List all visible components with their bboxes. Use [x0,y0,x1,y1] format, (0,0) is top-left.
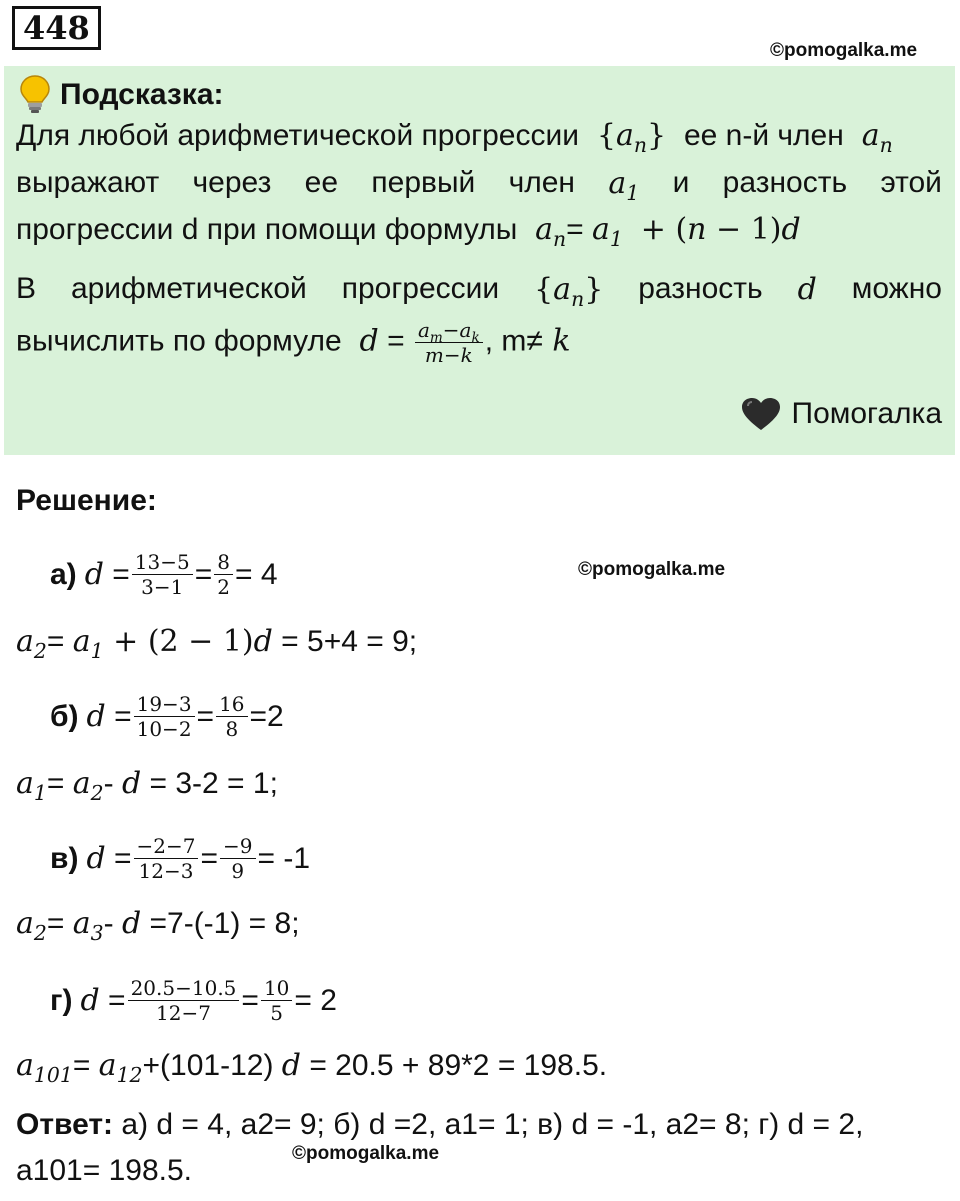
lightbulb-icon [18,74,52,114]
hint-line-1: Для любой арифметической прогрессии $\{a_n\}$ ее n-й член $a_n$ [16,118,893,158]
part-c-difference: в) d = $\frac{-2-7}{12-3}$ = $\frac{-9}{9}$ = -1 [50,834,311,883]
part-c-term: $a_2$ = $a_3$ - d =7-(-1) = 8; [16,906,300,946]
hint-line-3: прогрессии d при помощи формулы $a_n= a_1 + (n - 1)d$ [16,212,801,252]
hint-line-5: вычислить по формуле d = $\frac{a_m-a_k}{m-k}$ , m≠ k [16,318,571,367]
brand-name: Помогалка [791,397,942,430]
watermark-middle: ©pomogalka.me [578,559,726,580]
solution-title: Решение: [16,484,157,517]
part-a-difference: а) d = $\frac{13-5}{3-1}$ = $\frac{8}{2}$ = 4 [50,550,278,599]
answer-line-1: Ответ: а) d = 4, a2= 9; б) d =2, a1= 1; в) d = -1, a2= 8; г) d = 2, [16,1108,864,1141]
answer-line-2: a101= 198.5. [16,1154,193,1187]
task-number: 448 [12,6,101,50]
hint-title: Подсказка: [60,78,224,111]
part-d-term: $a_{101}$ = $a_{12}$ +(101-12) d = 20.5 + 89*2 = 198.5. [16,1048,608,1088]
part-b-difference: б) d = $\frac{19-3}{10-2}$ = $\frac{16}{8}$ =2 [50,692,284,741]
brand [740,396,943,432]
part-d-difference: г) d = $\frac{20.5-10.5}{12-7}$ = $\frac{10}{5}$ = 2 [50,976,337,1025]
part-b-term: $a_1$ = $a_2$ - d = 3-2 = 1; [16,766,278,806]
watermark-bottom: ©pomogalka.me [292,1143,440,1164]
heart-icon [740,396,782,432]
part-a-term: $a_2$ = $a_1$ + (2 − 1) d = 5+4 = 9; [16,624,418,664]
hint-line-2: выражают через ее первый член $a_1$ и разность этой [16,166,942,206]
hint-line-4: В арифметической прогрессии $\{a_n\}$ разность d можно [16,272,942,312]
watermark-top: ©pomogalka.me [770,40,918,61]
